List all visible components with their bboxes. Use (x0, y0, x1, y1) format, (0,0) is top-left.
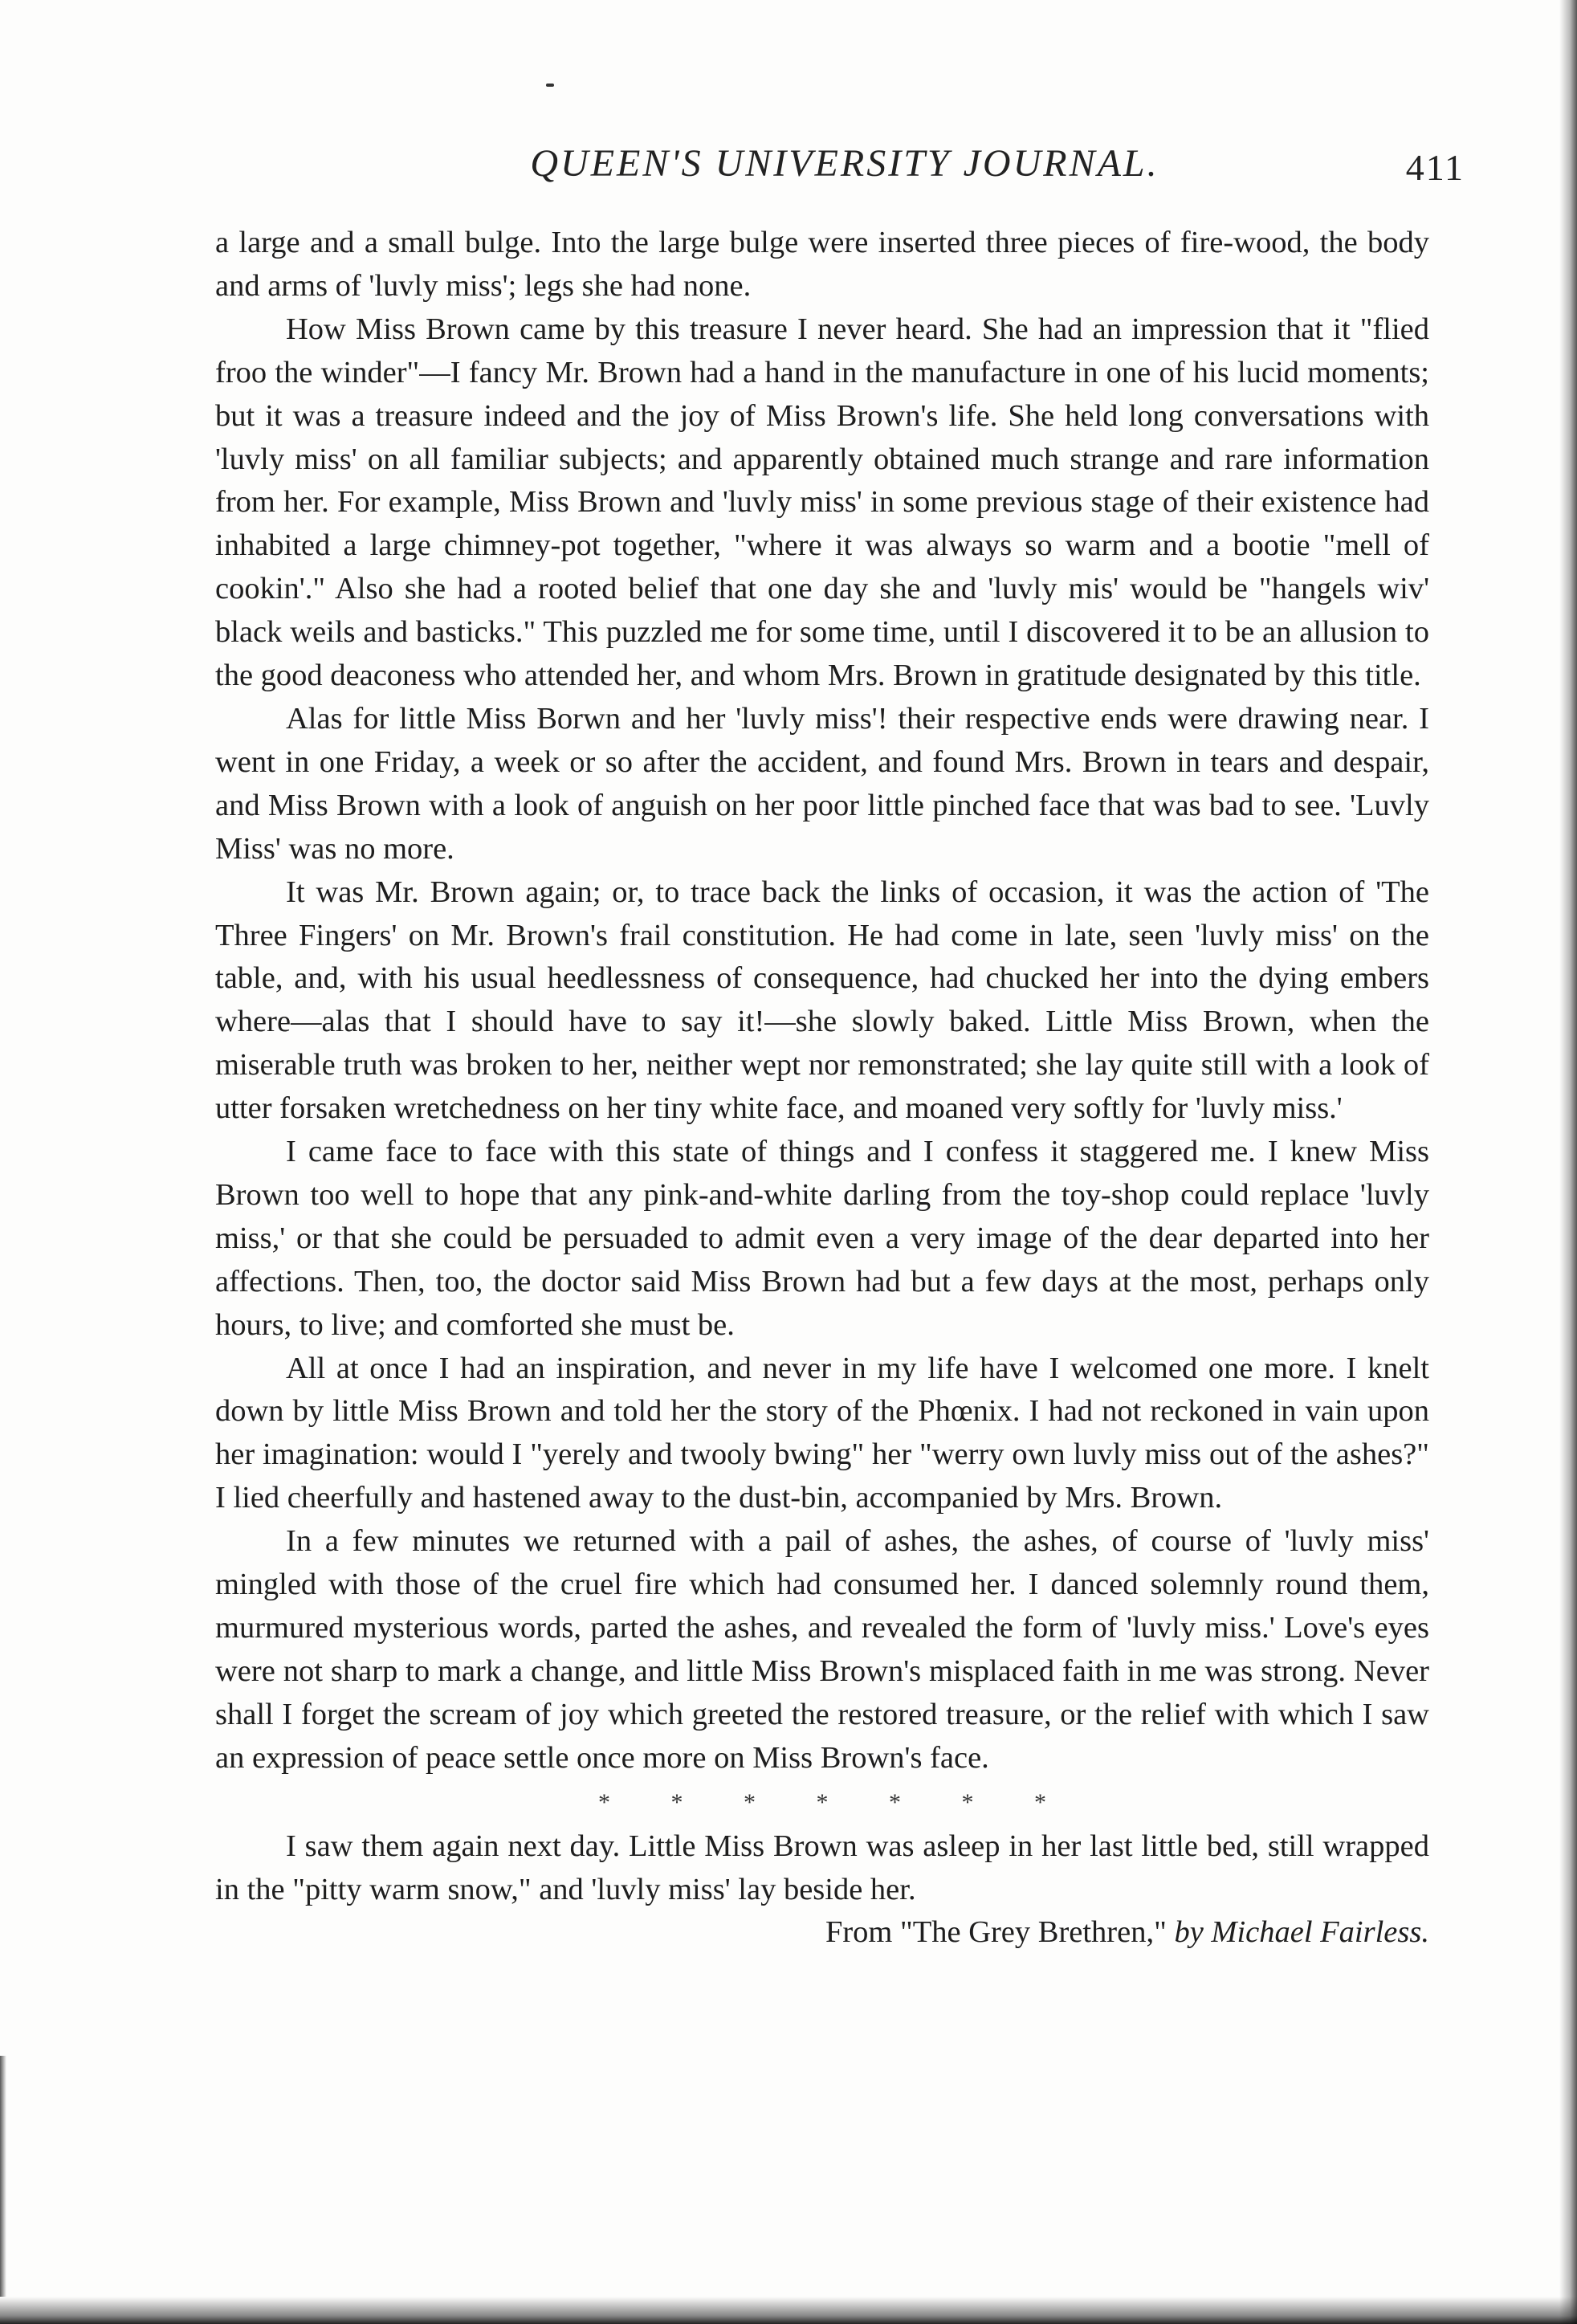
scan-bottom-edge (0, 2297, 1577, 2324)
closing-paragraph: I saw them again next day. Little Miss Brown was asleep in her last little bed, still wrapped in the "pitty warm snow," and 'luvly miss' lay beside her. (215, 1829, 1429, 1906)
paragraph: Alas for little Miss Borwn and her 'luvly miss'! their respective ends were drawing near. I went in one Friday, a week or so after the accident, and found Mrs. Brown in tears and despair, and Miss Brown with a look of anguish on her poor little pinched face that was bad to see. 'Luvly Miss' was no more. (215, 701, 1429, 866)
paragraph: How Miss Brown came by this treasure I never heard. She had an impression that it "flied froo the winder"—I fancy Mr. Brown had a hand in the manufacture in one of his lucid moments; but it was a treasure indeed and the joy of Miss Brown's life. She held long conversations with 'luvly miss' on all familiar subjects; and apparently obtained much strange and rare information from her. For example, Miss Brown and 'luvly miss' in some previous stage of their existence had inhabited a large chimney-pot together, "where it was always so warm and a bootie "mell of cookin'." Also she had a rooted belief that one day she and 'luvly mis' would be "hangels wiv' black weils and basticks." This puzzled me for some time, until I discovered it to be an allusion to the good deaconess who attended her, and whom Mrs. Brown in gratitude designated by this title. (215, 312, 1429, 693)
page-header (225, 135, 1465, 191)
paragraph: It was Mr. Brown again; or, to trace back the links of occasion, it was the action of 'The Three Fingers' on Mr. Brown's frail constitution. He had come in late, seen 'luvly miss' on the table, and, with his usual heedlessness of consequence, had chucked her into the dying embers where—alas that I should have to say it!—she slowly baked. Little Miss Brown, when the miserable truth was broken to her, neither wept nor remonstrated; she lay quite still with a look of utter forsaken wretchedness on her tiny white face, and moaned very softly for 'luvly miss.' (215, 875, 1429, 1126)
scan-left-edge (0, 2056, 6, 2297)
attribution-author: by Michael Fairless. (1174, 1915, 1429, 1950)
scan-right-edge (1559, 0, 1577, 2324)
page-number: 411 (1405, 147, 1465, 188)
article-body (215, 222, 1429, 1955)
attribution-source: From "The Grey Brethren," (825, 1915, 1167, 1950)
paragraph: I came face to face with this state of things and I confess it staggered me. I knew Miss Brown too well to hope that any pink-and-white darling from the toy-shop could replace 'luvly miss,' or that she could be persuaded to admit even a very image of the dear departed into her affections. Then, too, the doctor said Miss Brown had but a few days at the most, perhaps only hours, to live; and comforted she must be. (215, 1135, 1429, 1342)
scan-speck (546, 84, 554, 87)
attribution (215, 1911, 1429, 1955)
paragraph: All at once I had an inspiration, and never in my life have I welcomed one more. I knelt down by little Miss Brown and told her the story of the Phœnix. I had not reckoned in vain upon her imagination: would I "yerely and twooly bwing" her "werry own luvly miss out of the ashes?" I lied cheerfully and hastened away to the dust-bin, accompanied by Mrs. Brown. (215, 1351, 1429, 1515)
running-head: QUEEN'S UNIVERSITY JOURNAL. (530, 142, 1159, 185)
paragraph-continued: a large and a small bulge. Into the large bulge were inserted three pieces of fire-wood, the body and arms of 'luvly miss'; legs she had none. (215, 226, 1429, 303)
paragraph: In a few minutes we returned with a pail of ashes, the ashes, of course of 'luvly miss' mingled with those of the cruel fire which had consumed her. I danced solemnly round them, murmured mysterious words, parted the ashes, and revealed the form of 'luvly miss.' Love's eyes were not sharp to mark a change, and little Miss Brown's misplaced faith in me was strong. Never shall I forget the scream of joy which greeted the restored treasure, or the relief with which I saw an expression of peace settle once more on Miss Brown's face. (215, 1524, 1429, 1775)
section-divider-asterisks: * * * * * * * (598, 1788, 1046, 1816)
